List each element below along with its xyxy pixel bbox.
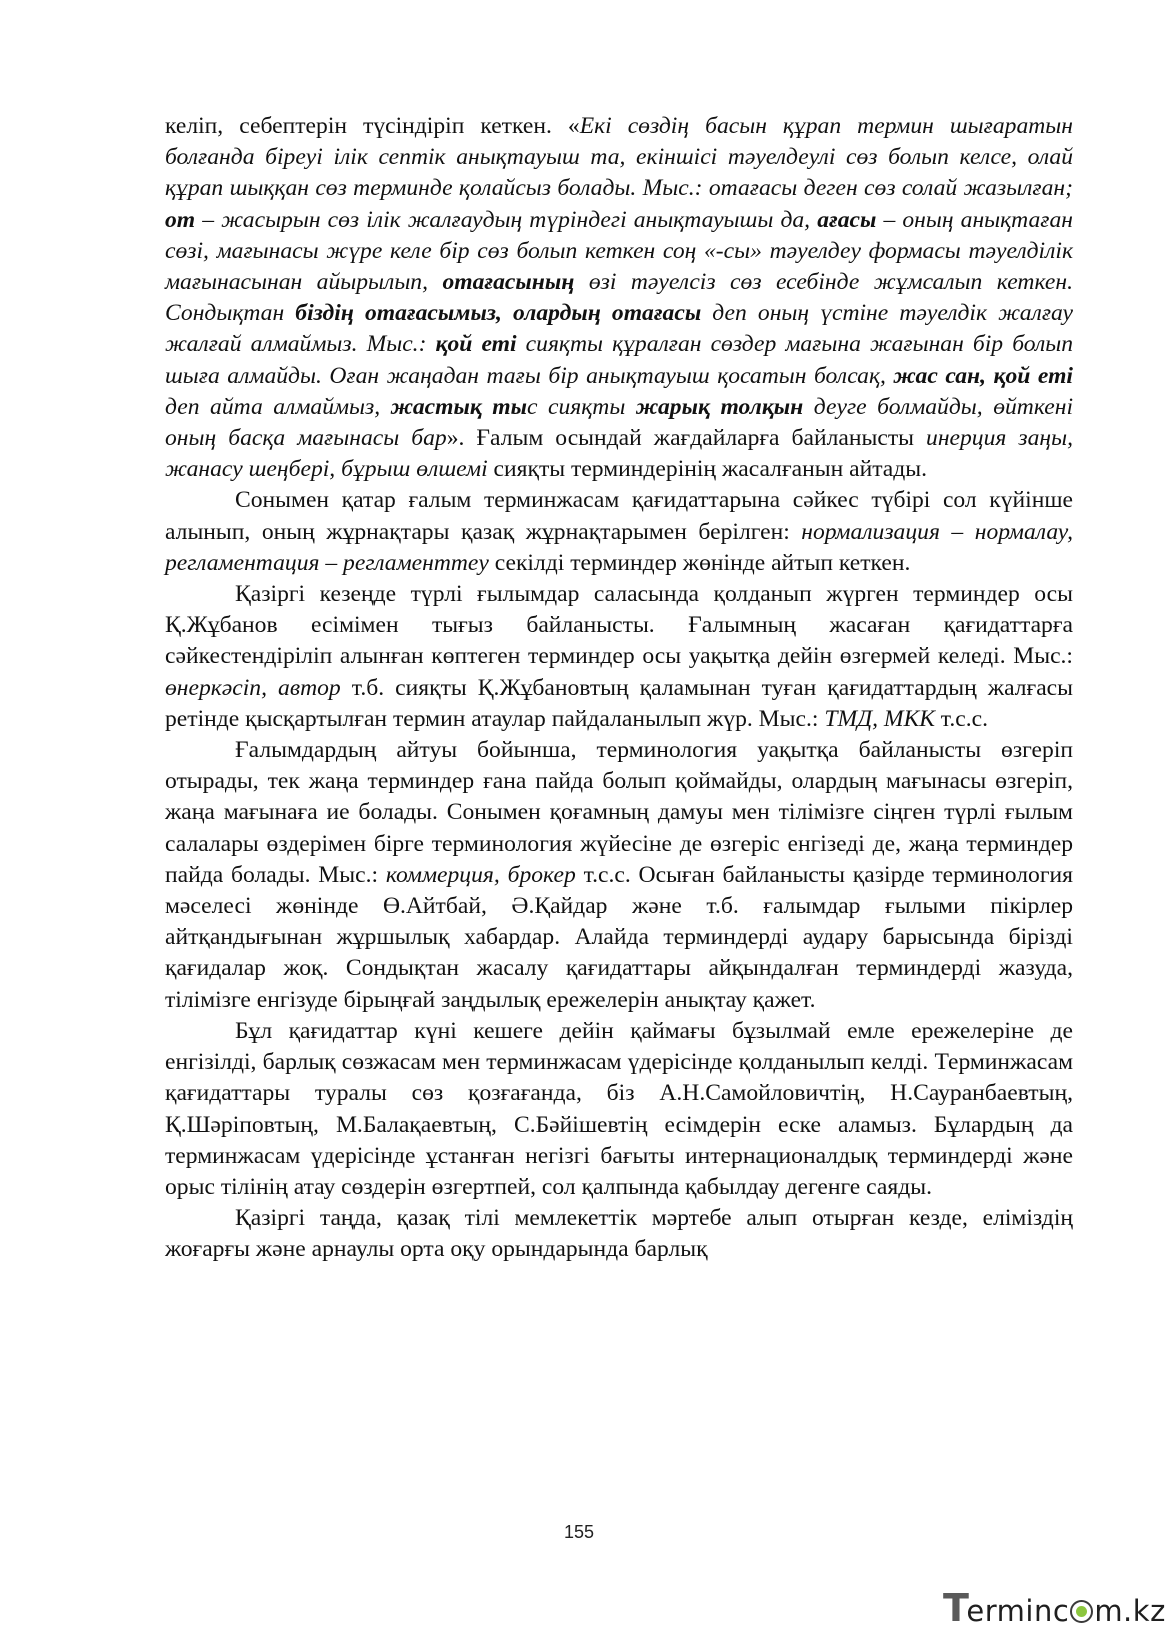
text-run: Қазіргі таңда, қазақ тілі мемлекеттік мәртебе алып отырған кезде, еліміздің жоғарғы және арнаулы орта оқу орындарында барлық <box>165 1205 1073 1263</box>
italic-text: ТМД, МКК <box>824 705 935 732</box>
italic-text: өзі тәуелсіз сөз есебінде жұмсалып кеткен. Сондықтан <box>165 269 1073 327</box>
bold-italic-text: ағасы <box>817 206 877 233</box>
bold-italic-text: біздің отағасымыз, олардың отағасы <box>295 300 702 327</box>
italic-text: – жасырын сөз ілік жалғаудың түріндегі анықтауышы да, <box>195 206 818 233</box>
watermark-domain: m.kz <box>1094 1594 1166 1628</box>
text-run: секілді терминдер жөнінде айтып кеткен. <box>488 549 911 576</box>
page-number: 155 <box>563 1522 595 1542</box>
text-run: т.с.с. <box>934 705 988 732</box>
bold-italic-text: жастық ты <box>390 393 528 420</box>
text-run: Ғалымдардың айтуы бойынша, терминология уақытқа байланысты өзгеріп отырады, тек жаңа терминдер ғана пайда болып қоймайды, олардың мағынасы өзгеріп, жаңа мағынаға ие болады. Сонымен қоғамның дамуы мен тілімізге сіңген түрлі ғылым салалары өздерімен бірге терминология жүйесіне де өзгеріс енгізеді де, жаңа терминдер пайда болады. Мыс.: <box>165 737 1073 888</box>
italic-text: деп оның үстіне тәуелдік жалғау жалғай алмаймыз. Мыс.: <box>165 300 1074 358</box>
bold-italic-text: қой еті <box>435 331 517 358</box>
italic-text: коммерция, брокер <box>385 861 576 888</box>
italic-text: с сияқты <box>527 393 636 420</box>
bold-italic-text: жас сан, қой еті <box>893 362 1073 389</box>
text-run: сияқты терминдерінің жасалғанын айтады. <box>487 456 928 483</box>
bold-italic-text: отағасының <box>442 269 575 296</box>
paragraph <box>165 111 1073 485</box>
bold-italic-text: от <box>165 206 196 233</box>
text-run: Сонымен қатар ғалым терминжасам қағидаттарына сәйкес түбірі сол күйінше алынып, оның жұрнақтары қазақ жұрнақтарымен берілген: <box>165 487 1073 545</box>
text-run: ». Ғалым осындай жағдайларға байланысты <box>446 425 927 452</box>
paragraph <box>165 1016 1073 1203</box>
watermark-letter-t: T <box>943 1586 970 1630</box>
italic-text: инерция заңы, жанасу шеңбері, бұрыш өлшемі <box>165 425 1073 483</box>
paragraph <box>165 579 1073 735</box>
italic-text: – оның анықтаған сөзі, мағынасы жүре келе бір сөз болып кеткен соң «-сы» тәуелдеу формасы тәуелділік мағынасынан айырылып, <box>165 206 1073 296</box>
italic-text: деуге болмайды, өйткені оның басқа мағынасы бар <box>165 393 1074 452</box>
text-run: келіп, себептерін түсіндіріп кеткен. « <box>165 113 580 139</box>
watermark-o-icon <box>1070 1600 1093 1623</box>
bold-italic-text: жарық толқын <box>635 393 804 420</box>
paragraph <box>165 1203 1073 1265</box>
italic-text: нормализация – нормалау, регламентация – регламенттеу <box>165 518 1073 576</box>
paragraph <box>165 735 1073 1016</box>
watermark-text: erminc <box>966 1594 1070 1628</box>
italic-text: деп айта алмаймыз, <box>165 393 391 420</box>
italic-text: сияқты құралған сөздер мағына жағынан бір болып шыға алмайды. Оған жаңадан тағы бір анықтауыш қосатын болсақ, <box>165 331 1074 389</box>
text-run: т.с.с. Осыған байланысты қазірде терминология мәселесі жөнінде Ө.Айтбай, Ә.Қайдар және т.б. ғалымдар ғылыми пікірлер айтқандығынан жұршылық хабардар. Алайда терминдерді аудару барысында бірізді қағидалар жоқ. Сондықтан жасалу қағидаттары айқындалған терминдерді жазуда, тілімізге енгізуде бірыңғай заңдылық ережелерін анықтау қажет. <box>165 861 1073 1013</box>
text-run: Қазіргі кезеңде түрлі ғылымдар саласында қолданып жүрген терминдер осы Қ.Жұбанов есімімен тығыз байланысты. Ғалымның жасаған қағидаттарға сәйкестендіріліп алынған көптеген терминдер осы уақытқа дейін өзгермей келеді. Мыс.: <box>165 581 1073 670</box>
termincom-watermark-logo <box>943 1586 1166 1630</box>
text-run: Бұл қағидаттар күні кешеге дейін қаймағы бұзылмай емле ережелеріне де енгізілді, барлық сөзжасам мен терминжасам үдерісінде қолданылып келді. Терминжасам қағидаттары туралы сөз қозғағанда, біз А.Н.Самойловичтің, Н.Сауранбаевтың, Қ.Шәріповтың, М.Балақаевтың, С.Бәйішевтің есімдерін еске аламыз. Бұлардың да терминжасам үдерісінде ұстанған негізгі бағыты интернационалдық терминдерді және орыс тілінің атау сөздерін өзгертпей, сол қалпында қабылдау дегенге саяды. <box>165 1017 1073 1200</box>
italic-text: өнеркәсіп, автор <box>165 674 341 701</box>
body-text <box>165 111 1073 1266</box>
italic-text: Екі сөздің басын құрап термин шығаратын болғанда біреуі ілік септік анықтауыш та, екіншісі тәуелдеулі сөз болып келсе, олай құрап шыққан сөз терминде қолайсыз болады. Мыс.: отағасы деген сөз солай жазылған; <box>165 113 1073 202</box>
paragraph <box>165 485 1073 579</box>
text-run: т.б. сияқты Қ.Жұбановтың қаламынан туған қағидаттардың жалғасы ретінде қысқартылған термин атаулар пайдаланылып жүр. Мыс.: <box>165 674 1073 732</box>
